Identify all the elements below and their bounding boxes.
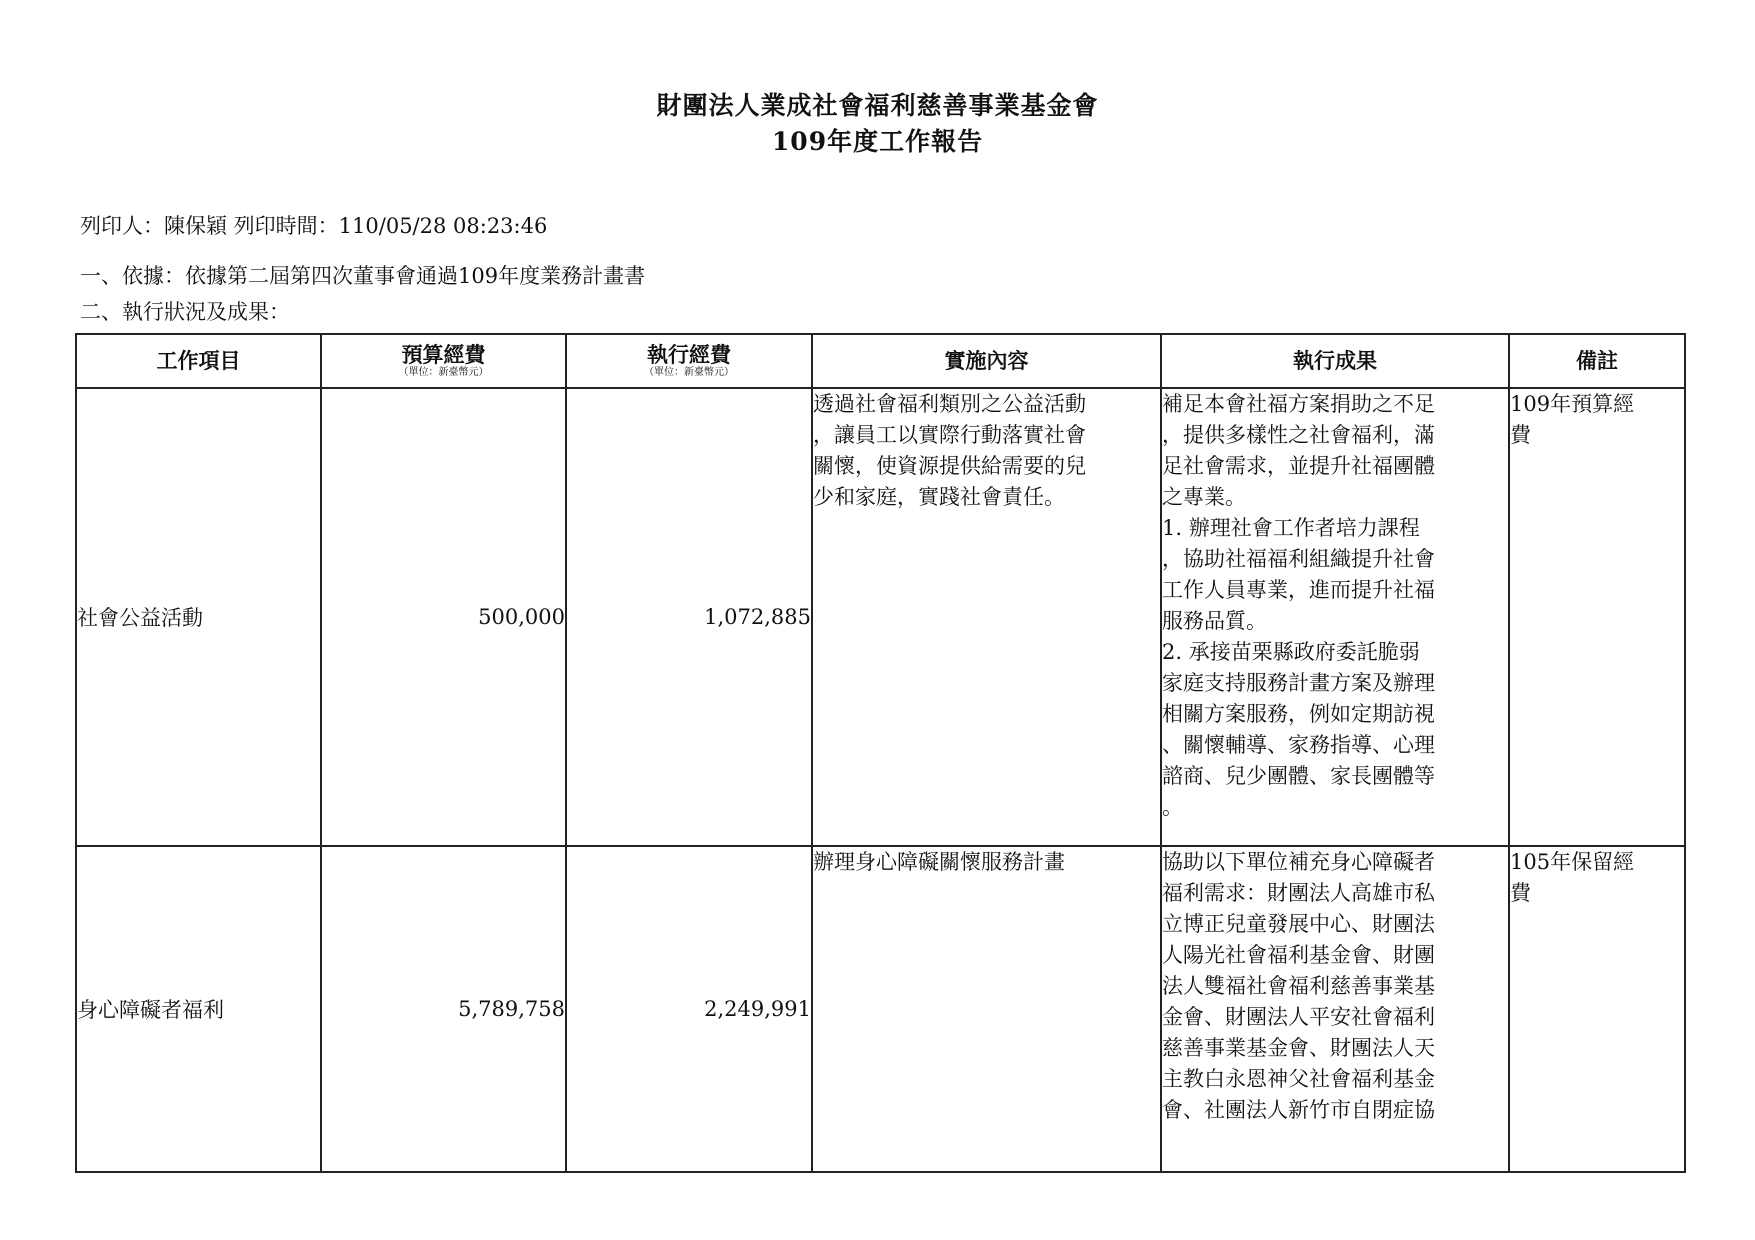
cell-result	[1161, 388, 1509, 846]
cell-budget: 5,789,758	[321, 846, 566, 1172]
basis-line: 一、依據：依據第二屆第四次董事會通過109年度業務計畫書	[80, 264, 646, 288]
section-heading: 二、執行狀況及成果：	[80, 300, 290, 324]
header-budget	[321, 334, 566, 388]
cell-content	[812, 846, 1161, 1172]
note-line: 費	[1510, 881, 1531, 905]
result-line: 足社會需求，並提升社福團體	[1162, 454, 1435, 478]
cell-budget: 500,000	[321, 388, 566, 846]
report-subtitle: 109年度工作報告	[771, 127, 984, 156]
header-budget-unit: （單位：新臺幣元）	[398, 366, 489, 378]
result-line: 、關懷輔導、家務指導、心理	[1162, 733, 1435, 757]
result-line: 家庭支持服務計畫方案及辦理	[1162, 671, 1435, 695]
note-line: 費	[1510, 423, 1531, 447]
cell-work-item: 社會公益活動	[76, 388, 321, 846]
result-line: 之專業。	[1162, 485, 1246, 509]
result-line: 法人雙福社會福利慈善事業基	[1162, 974, 1435, 998]
content-line: 辦理身心障礙關懷服務計畫	[813, 850, 1065, 874]
cell-note	[1509, 388, 1685, 846]
result-line: ，協助社福福利組織提升社會	[1162, 547, 1435, 571]
result-line: 會、社團法人新竹市自閉症協	[1162, 1098, 1435, 1122]
cell-spent: 1,072,885	[566, 388, 812, 846]
header-budget-label: 預算經費	[401, 342, 486, 368]
result-line: 諮商、兒少團體、家長團體等	[1162, 764, 1435, 788]
result-line: 補足本會社福方案捐助之不足	[1162, 392, 1435, 416]
result-line: 服務品質。	[1162, 609, 1267, 633]
content-line: 關懷，使資源提供給需要的兒	[813, 454, 1086, 478]
header-result: 執行成果	[1161, 334, 1509, 388]
cell-result	[1161, 846, 1509, 1172]
result-line: 立博正兒童發展中心、財團法	[1162, 912, 1435, 936]
table-row	[76, 846, 1685, 1172]
result-line: 慈善事業基金會、財團法人天	[1162, 1036, 1435, 1060]
result-line: 福利需求：財團法人高雄市私	[1162, 881, 1435, 905]
print-info: 列印人：陳保穎 列印時間：110/05/28 08:23:46	[80, 214, 548, 238]
table-row	[76, 388, 1685, 846]
result-line: 1. 辦理社會工作者培力課程	[1162, 516, 1420, 540]
header-content: 實施內容	[812, 334, 1161, 388]
result-line: 主教白永恩神父社會福利基金	[1162, 1067, 1435, 1091]
header-work-item: 工作項目	[76, 334, 321, 388]
content-line: 少和家庭，實踐社會責任。	[813, 485, 1065, 509]
cell-note	[1509, 846, 1685, 1172]
cell-work-item: 身心障礙者福利	[76, 846, 321, 1172]
result-line: 。	[1162, 795, 1183, 819]
result-line: 人陽光社會福利基金會、財團	[1162, 943, 1435, 967]
result-line: 相關方案服務，例如定期訪視	[1162, 702, 1435, 726]
content-line: 透過社會福利類別之公益活動	[813, 392, 1086, 416]
header-spent	[566, 334, 812, 388]
result-line: 2. 承接苗栗縣政府委託脆弱	[1162, 640, 1420, 664]
note-line: 109年預算經	[1510, 392, 1635, 416]
header-spent-unit: （單位：新臺幣元）	[644, 366, 734, 378]
note-line: 105年保留經	[1510, 850, 1635, 874]
content-line: ，讓員工以實際行動落實社會	[813, 423, 1086, 447]
table-header-row	[76, 334, 1685, 388]
report-title: 財團法人業成社會福利慈善事業基金會	[656, 91, 1099, 120]
header-spent-label: 執行經費	[647, 342, 731, 368]
work-report-table	[75, 333, 1686, 1173]
cell-content	[812, 388, 1161, 846]
result-line: 工作人員專業，進而提升社福	[1162, 578, 1435, 602]
result-line: 協助以下單位補充身心障礙者	[1162, 850, 1435, 874]
result-line: 金會、財團法人平安社會福利	[1162, 1005, 1435, 1029]
result-line: ，提供多樣性之社會福利，滿	[1162, 423, 1435, 447]
cell-spent: 2,249,991	[566, 846, 812, 1172]
header-note: 備註	[1509, 334, 1685, 388]
